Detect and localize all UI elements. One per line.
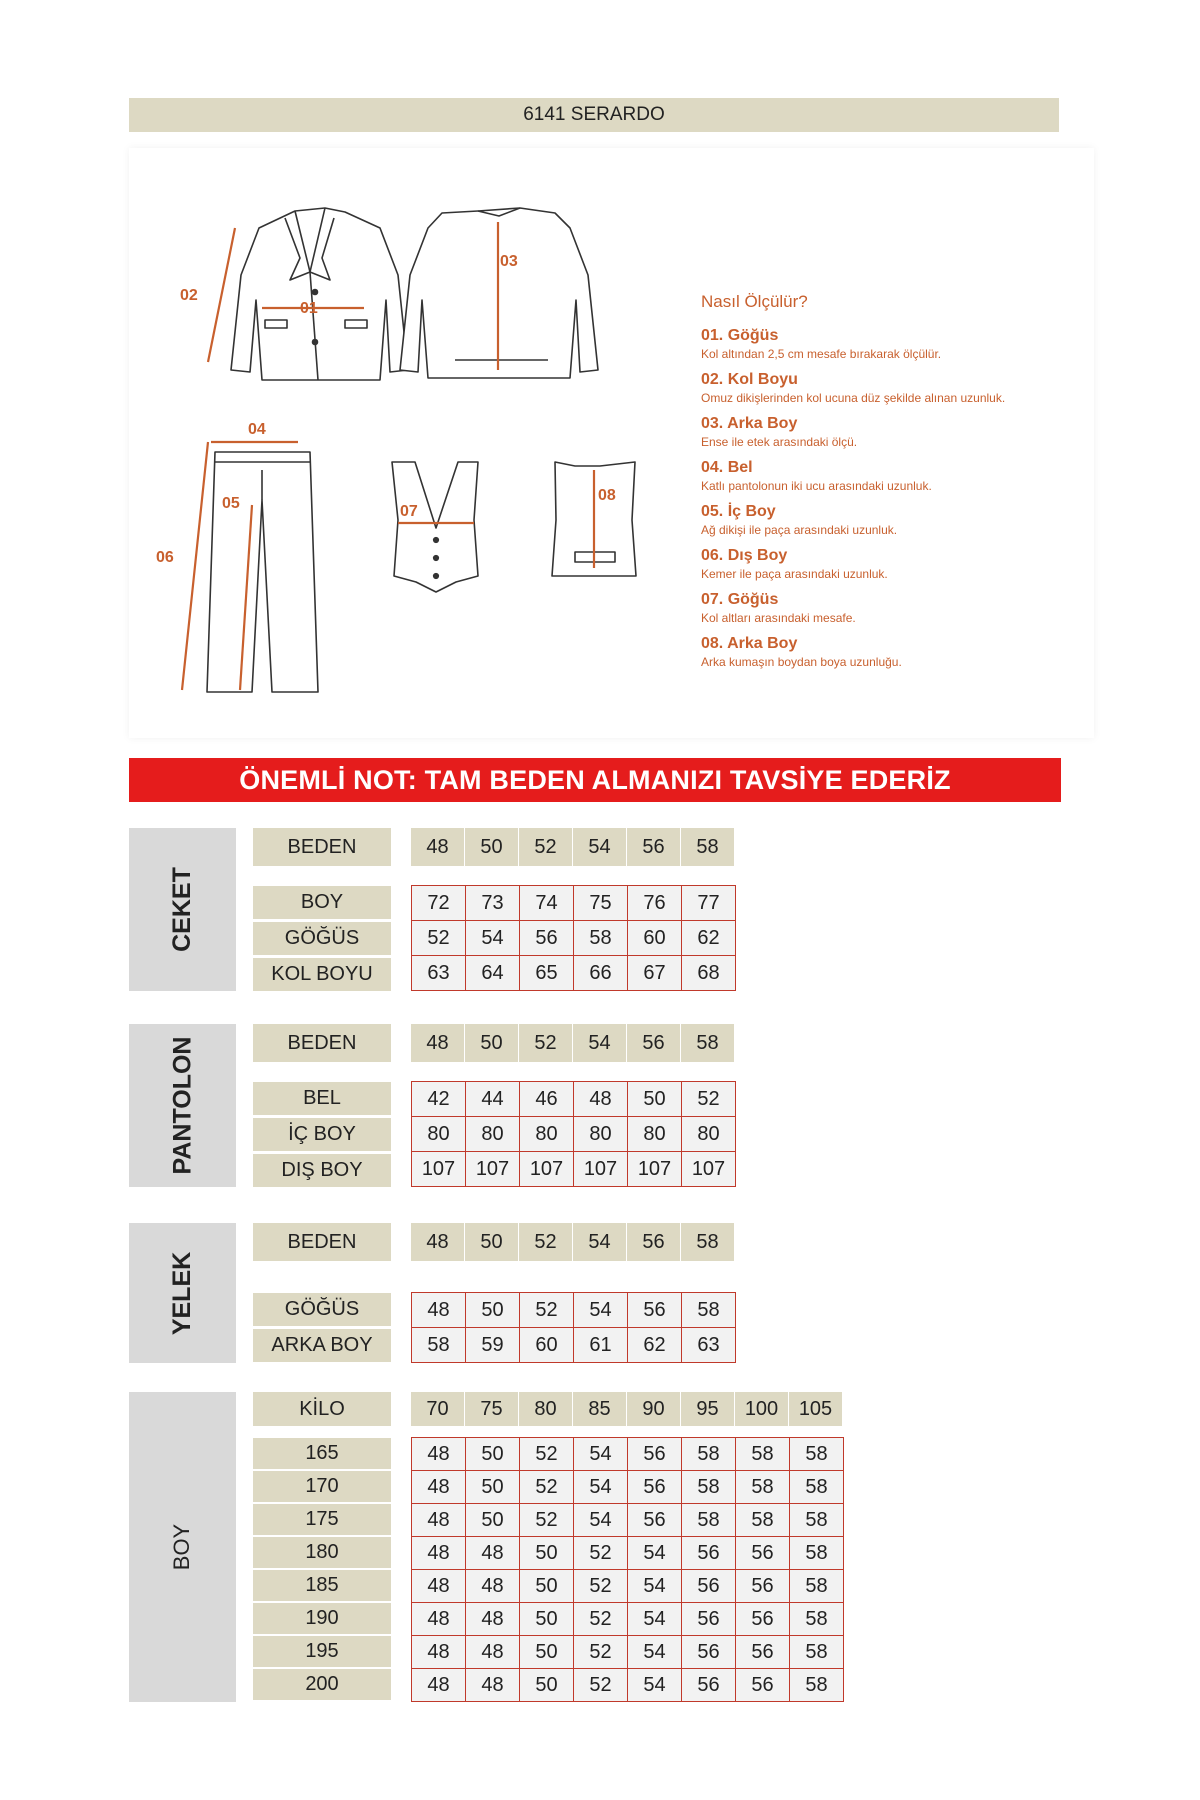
- cell: 80: [574, 1117, 628, 1152]
- cell: 58: [682, 1293, 736, 1328]
- cell: 58: [574, 921, 628, 956]
- weight-cell: 90: [627, 1392, 681, 1426]
- ceket-side-label: CEKET: [129, 828, 236, 991]
- cell: 66: [574, 956, 628, 991]
- cell: 56: [628, 1471, 682, 1504]
- cell: 48: [412, 1438, 466, 1471]
- cell: 80: [466, 1117, 520, 1152]
- table-row: [412, 1504, 844, 1537]
- table-row: [412, 1328, 736, 1363]
- cell: 42: [412, 1082, 466, 1117]
- cell: 64: [466, 956, 520, 991]
- cell: 48: [466, 1636, 520, 1669]
- cell: 56: [736, 1636, 790, 1669]
- cell: 58: [790, 1438, 844, 1471]
- size-cell: 54: [573, 828, 627, 866]
- guide-item: 04. Bel Katlı pantolonun iki ucu arasındaki uzunluk.: [701, 459, 932, 493]
- cell: 77: [682, 886, 736, 921]
- cell: 56: [682, 1537, 736, 1570]
- table-row: [412, 1570, 844, 1603]
- weight-cell: 75: [465, 1392, 519, 1426]
- cell: 107: [682, 1152, 736, 1187]
- cell: 50: [520, 1537, 574, 1570]
- pantolon-row-label: BEL: [253, 1082, 391, 1115]
- cell: 61: [574, 1328, 628, 1363]
- size-cell: 48: [411, 1223, 465, 1261]
- cell: 107: [574, 1152, 628, 1187]
- cell: 58: [790, 1636, 844, 1669]
- size-cell: 54: [573, 1223, 627, 1261]
- size-cell: 58: [681, 1024, 735, 1062]
- callout-04: 04: [248, 421, 266, 438]
- cell: 56: [682, 1570, 736, 1603]
- size-cell: 50: [465, 828, 519, 866]
- table-row: [412, 1669, 844, 1702]
- cell: 67: [628, 956, 682, 991]
- size-cell: 56: [627, 1024, 681, 1062]
- cell: 54: [574, 1293, 628, 1328]
- yelek-size-head-label: BEDEN: [253, 1223, 391, 1261]
- callout-01: 01: [300, 300, 318, 317]
- cell: 48: [412, 1471, 466, 1504]
- cell: 74: [520, 886, 574, 921]
- cell: 63: [412, 956, 466, 991]
- boy-height-label: 165: [253, 1438, 391, 1469]
- cell: 107: [520, 1152, 574, 1187]
- boy-size-grid: [411, 1437, 844, 1702]
- cell: 68: [682, 956, 736, 991]
- cell: 52: [574, 1570, 628, 1603]
- cell: 52: [574, 1537, 628, 1570]
- guide-item: 08. Arka Boy Arka kumaşın boydan boya uzunluğu.: [701, 635, 902, 669]
- cell: 52: [520, 1504, 574, 1537]
- cell: 52: [574, 1669, 628, 1702]
- cell: 58: [736, 1504, 790, 1537]
- cell: 58: [736, 1471, 790, 1504]
- table-row: [412, 1117, 736, 1152]
- guide-item: 05. İç Boy Ağ dikişi ile paça arasındaki uzunluk.: [701, 503, 898, 537]
- table-row: [412, 1082, 736, 1117]
- boy-side-label: BOY: [129, 1392, 236, 1702]
- cell: 52: [520, 1293, 574, 1328]
- callout-05: 05: [222, 495, 240, 512]
- cell: 52: [574, 1603, 628, 1636]
- cell: 54: [628, 1603, 682, 1636]
- cell: 50: [520, 1603, 574, 1636]
- cell: 75: [574, 886, 628, 921]
- table-row: [412, 1537, 844, 1570]
- yelek-row-label: GÖĞÜS: [253, 1293, 391, 1326]
- cell: 56: [736, 1570, 790, 1603]
- cell: 72: [412, 886, 466, 921]
- jacket-front-drawing: [231, 208, 408, 380]
- cell: 62: [628, 1328, 682, 1363]
- cell: 80: [628, 1117, 682, 1152]
- cell: 107: [412, 1152, 466, 1187]
- boy-height-label: 195: [253, 1636, 391, 1667]
- size-cell: 52: [519, 1223, 573, 1261]
- cell: 52: [520, 1438, 574, 1471]
- pantolon-row-label: DIŞ BOY: [253, 1154, 391, 1187]
- cell: 80: [412, 1117, 466, 1152]
- boy-height-label: 200: [253, 1669, 391, 1700]
- weight-cell: 80: [519, 1392, 573, 1426]
- callout-06: 06: [156, 549, 174, 566]
- table-row: [412, 1293, 736, 1328]
- boy-weight-head-label: KİLO: [253, 1392, 391, 1426]
- cell: 54: [574, 1504, 628, 1537]
- cell: 58: [790, 1570, 844, 1603]
- boy-height-label: 180: [253, 1537, 391, 1568]
- weight-cell: 100: [735, 1392, 789, 1426]
- cell: 60: [520, 1328, 574, 1363]
- yelek-row-label: ARKA BOY: [253, 1329, 391, 1362]
- cell: 60: [628, 921, 682, 956]
- boy-height-label: 175: [253, 1504, 391, 1535]
- ceket-row-label: BOY: [253, 886, 391, 919]
- cell: 50: [466, 1471, 520, 1504]
- size-cell: 58: [681, 1223, 735, 1261]
- cell: 52: [682, 1082, 736, 1117]
- cell: 48: [574, 1082, 628, 1117]
- cell: 48: [412, 1669, 466, 1702]
- guide-item: 06. Dış Boy Kemer ile paça arasındaki uzunluk.: [701, 547, 888, 581]
- cell: 107: [628, 1152, 682, 1187]
- cell: 58: [682, 1438, 736, 1471]
- measurement-guide-title: Nasıl Ölçülür?: [701, 292, 808, 311]
- cell: 58: [736, 1438, 790, 1471]
- cell: 54: [574, 1471, 628, 1504]
- cell: 63: [682, 1328, 736, 1363]
- cell: 48: [412, 1636, 466, 1669]
- cell: 48: [466, 1570, 520, 1603]
- size-cell: 50: [465, 1223, 519, 1261]
- cell: 56: [682, 1636, 736, 1669]
- pantolon-measurement-grid: [411, 1081, 736, 1187]
- weight-cell: 85: [573, 1392, 627, 1426]
- cell: 48: [466, 1537, 520, 1570]
- ceket-size-head-label: BEDEN: [253, 828, 391, 866]
- cell: 107: [466, 1152, 520, 1187]
- cell: 56: [628, 1438, 682, 1471]
- yelek-side-label: YELEK: [129, 1223, 236, 1363]
- cell: 50: [520, 1570, 574, 1603]
- pantolon-size-head-label: BEDEN: [253, 1024, 391, 1062]
- cell: 80: [520, 1117, 574, 1152]
- size-cell: 56: [627, 1223, 681, 1261]
- measurement-guide-list: [701, 326, 1081, 678]
- table-row: [412, 886, 736, 921]
- cell: 58: [790, 1504, 844, 1537]
- table-row: [412, 1603, 844, 1636]
- table-row: [412, 1152, 736, 1187]
- product-title: 6141 SERARDO: [129, 98, 1059, 132]
- yelek-size-header: [411, 1223, 735, 1261]
- size-cell: 50: [465, 1024, 519, 1062]
- cell: 48: [412, 1603, 466, 1636]
- cell: 58: [682, 1504, 736, 1537]
- cell: 44: [466, 1082, 520, 1117]
- table-row: [412, 1636, 844, 1669]
- cell: 50: [466, 1504, 520, 1537]
- weight-cell: 70: [411, 1392, 465, 1426]
- cell: 50: [628, 1082, 682, 1117]
- cell: 50: [466, 1438, 520, 1471]
- cell: 46: [520, 1082, 574, 1117]
- cell: 52: [412, 921, 466, 956]
- guide-item: 03. Arka Boy Ense ile etek arasındaki ölçü.: [701, 415, 858, 449]
- cell: 56: [682, 1669, 736, 1702]
- cell: 59: [466, 1328, 520, 1363]
- guide-item: 02. Kol Boyu Omuz dikişlerinden kol ucuna düz şekilde alınan uzunluk.: [701, 371, 1006, 405]
- size-cell: 56: [627, 828, 681, 866]
- cell: 50: [520, 1636, 574, 1669]
- size-cell: 52: [519, 1024, 573, 1062]
- cell: 54: [628, 1669, 682, 1702]
- table-row: [412, 1471, 844, 1504]
- size-cell: 48: [411, 1024, 465, 1062]
- cell: 62: [682, 921, 736, 956]
- cell: 65: [520, 956, 574, 991]
- size-cell: 58: [681, 828, 735, 866]
- cell: 58: [790, 1537, 844, 1570]
- cell: 50: [520, 1669, 574, 1702]
- cell: 58: [790, 1603, 844, 1636]
- cell: 48: [412, 1293, 466, 1328]
- callout-03: 03: [500, 253, 518, 270]
- cell: 56: [628, 1293, 682, 1328]
- ceket-size-header: [411, 828, 735, 866]
- guide-item: 07. Göğüs Kol altları arasındaki mesafe.: [701, 591, 856, 625]
- cell: 56: [682, 1603, 736, 1636]
- cell: 80: [682, 1117, 736, 1152]
- cell: 56: [736, 1603, 790, 1636]
- size-cell: 54: [573, 1024, 627, 1062]
- cell: 73: [466, 886, 520, 921]
- cell: 54: [574, 1438, 628, 1471]
- pantolon-side-label: PANTOLON: [129, 1024, 236, 1187]
- cell: 58: [412, 1328, 466, 1363]
- table-row: [412, 956, 736, 991]
- callout-07: 07: [400, 503, 418, 520]
- cell: 58: [790, 1471, 844, 1504]
- cell: 56: [736, 1537, 790, 1570]
- cell: 50: [466, 1293, 520, 1328]
- trousers-drawing: [207, 452, 318, 692]
- cell: 58: [682, 1471, 736, 1504]
- ceket-row-label: KOL BOYU: [253, 958, 391, 991]
- cell: 48: [466, 1669, 520, 1702]
- cell: 54: [466, 921, 520, 956]
- ceket-measurement-grid: [411, 885, 736, 991]
- cell: 48: [412, 1570, 466, 1603]
- table-row: [412, 1438, 844, 1471]
- cell: 56: [628, 1504, 682, 1537]
- boy-weight-header: [411, 1392, 843, 1426]
- cell: 48: [412, 1537, 466, 1570]
- cell: 48: [466, 1603, 520, 1636]
- cell: 52: [574, 1636, 628, 1669]
- cell: 56: [736, 1669, 790, 1702]
- cell: 76: [628, 886, 682, 921]
- ceket-row-label: GÖĞÜS: [253, 922, 391, 955]
- cell: 52: [520, 1471, 574, 1504]
- important-note-banner: ÖNEMLİ NOT: TAM BEDEN ALMANIZI TAVSİYE EDERİZ: [129, 758, 1061, 802]
- weight-cell: 105: [789, 1392, 843, 1426]
- boy-height-label: 190: [253, 1603, 391, 1634]
- yelek-measurement-grid: [411, 1292, 736, 1363]
- size-cell: 48: [411, 828, 465, 866]
- pantolon-row-label: İÇ BOY: [253, 1118, 391, 1151]
- callout-08: 08: [598, 487, 616, 504]
- cell: 54: [628, 1537, 682, 1570]
- vest-front-drawing: [392, 462, 478, 592]
- weight-cell: 95: [681, 1392, 735, 1426]
- cell: 56: [520, 921, 574, 956]
- boy-height-label: 170: [253, 1471, 391, 1502]
- pantolon-size-header: [411, 1024, 735, 1062]
- callout-02: 02: [180, 287, 198, 304]
- cell: 54: [628, 1570, 682, 1603]
- boy-height-label: 185: [253, 1570, 391, 1601]
- cell: 48: [412, 1504, 466, 1537]
- cell: 54: [628, 1636, 682, 1669]
- guide-item: 01. Göğüs Kol altından 2,5 cm mesafe bırakarak ölçülür.: [701, 327, 942, 361]
- size-cell: 52: [519, 828, 573, 866]
- cell: 58: [790, 1669, 844, 1702]
- table-row: [412, 921, 736, 956]
